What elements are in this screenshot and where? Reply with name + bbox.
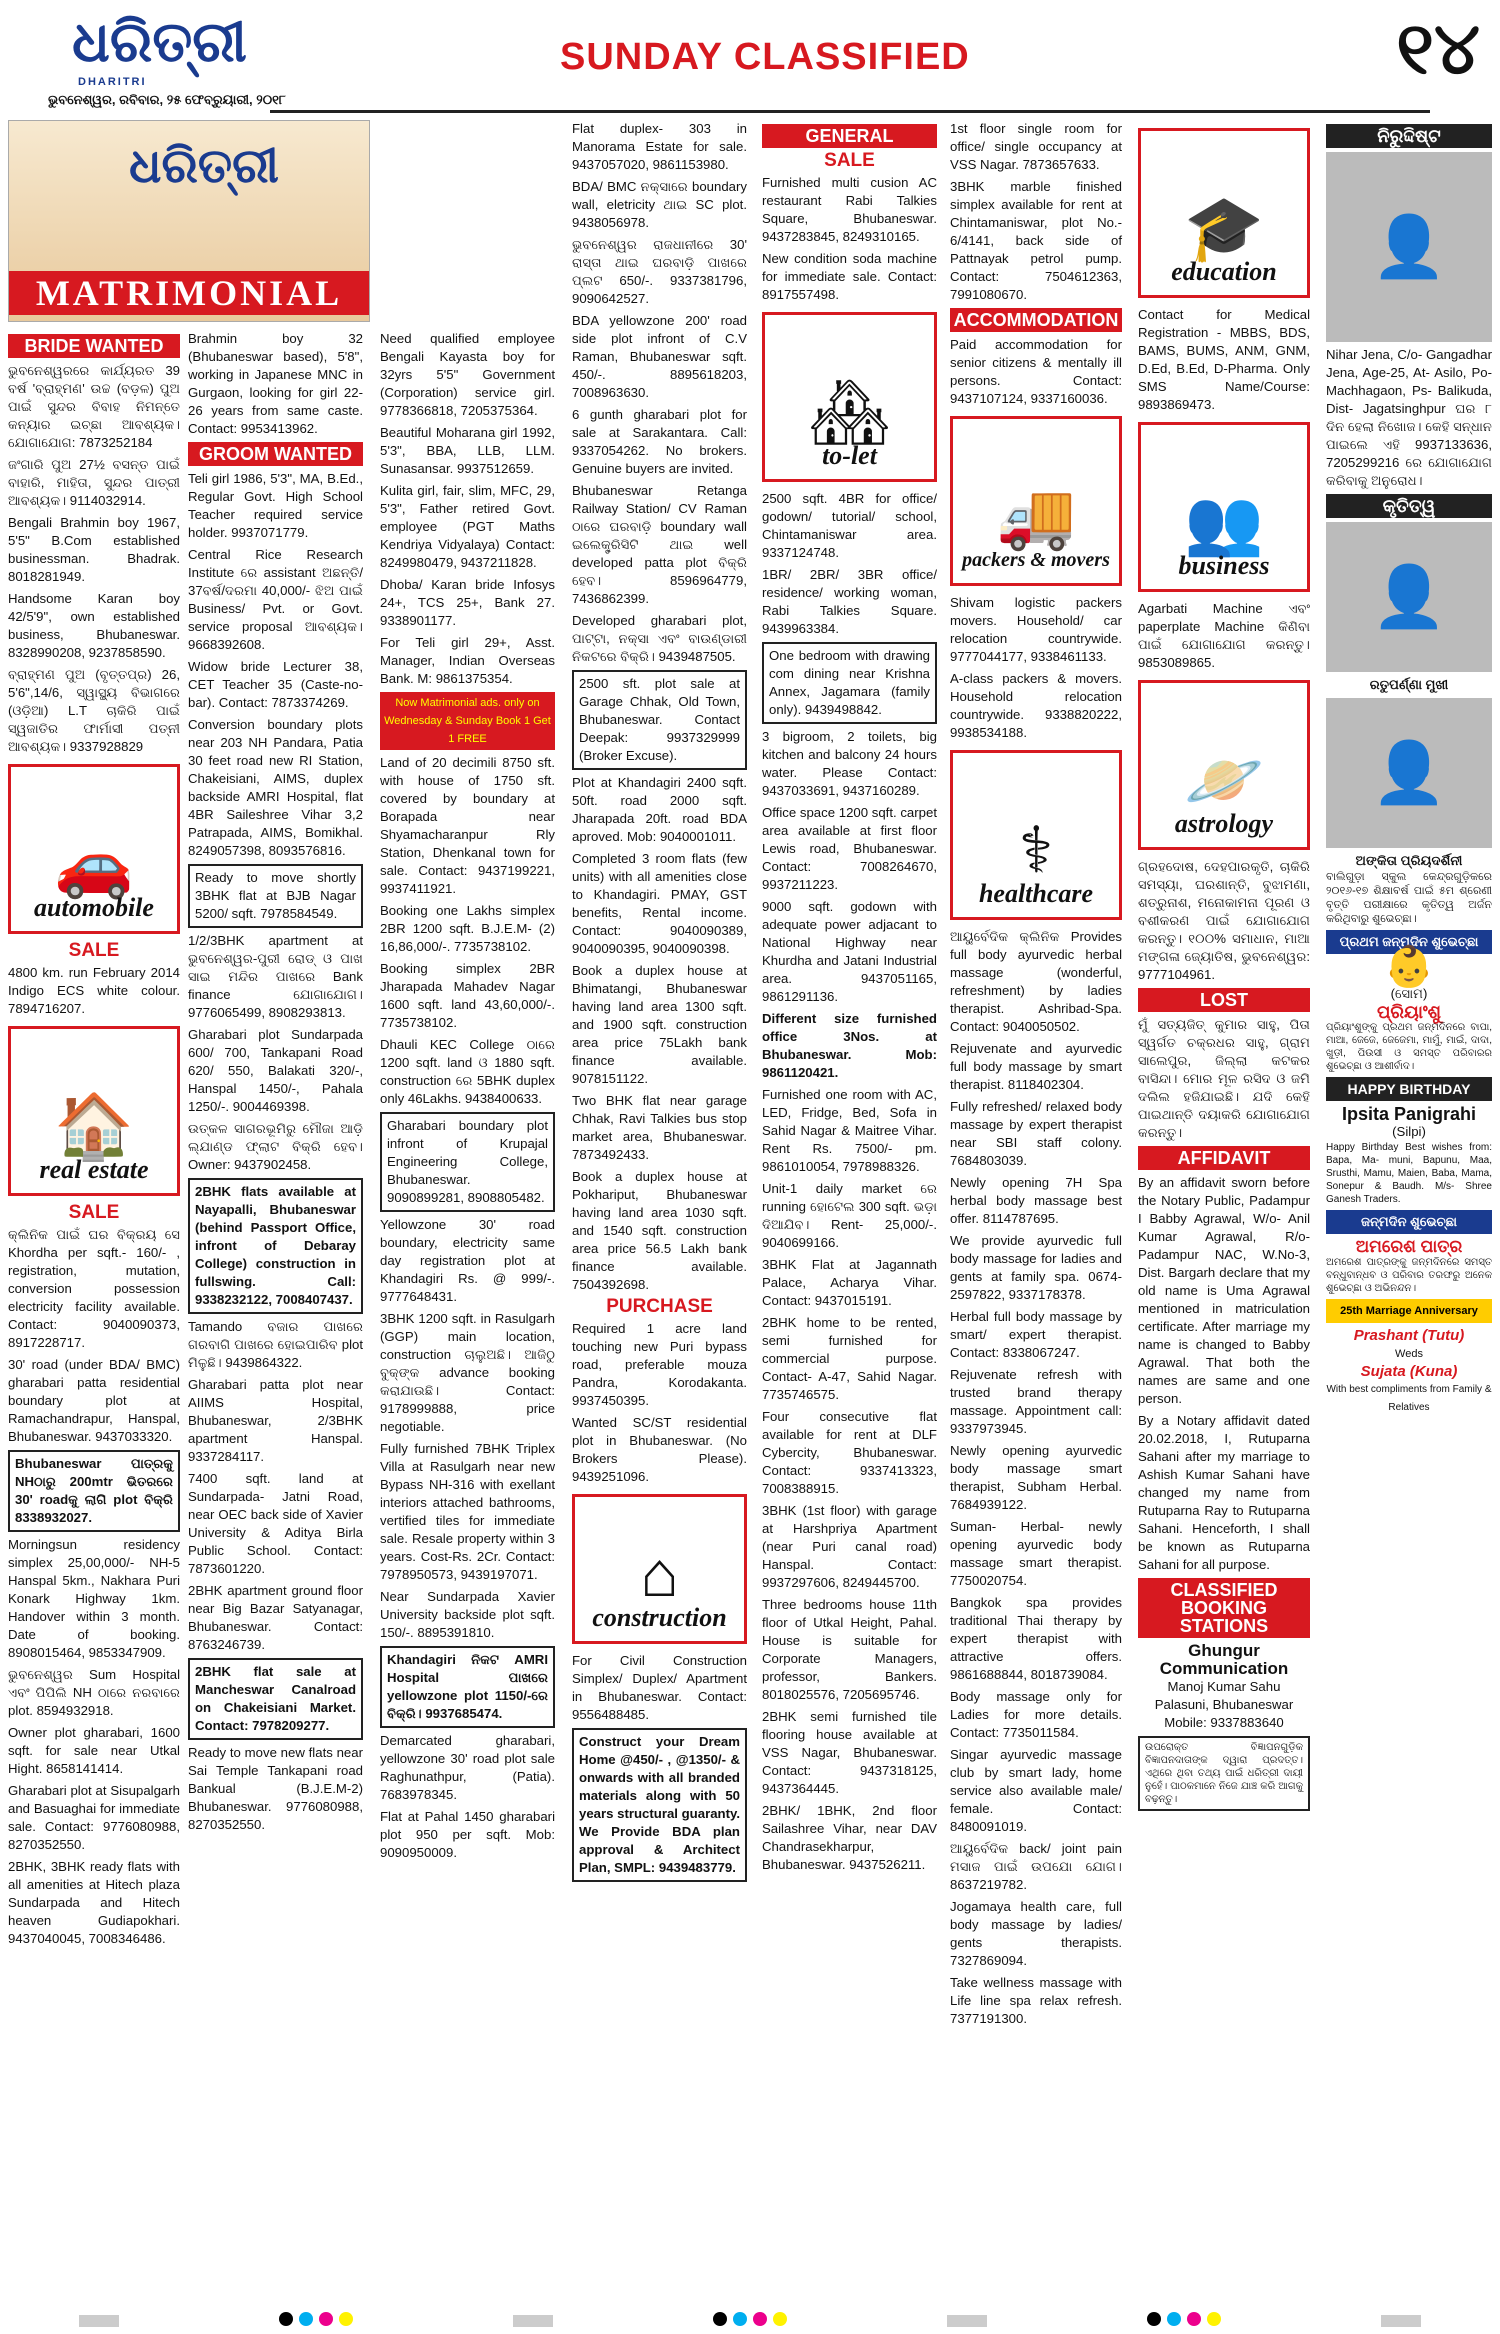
construction-box xyxy=(572,1494,747,1644)
ad: Required 1 acre land touching new Puri bypass road, preferable mouza Pandra, Korodakanta. 9937450395. xyxy=(572,1321,747,1408)
happy-birthday-block xyxy=(1326,1105,1492,1141)
to-let-label: to-let xyxy=(822,441,877,470)
ad: Four consecutive flat available for rent at DLF Cybercity, Bhubaneswar. Contact: 9337413323, 7008388915. xyxy=(762,1409,937,1496)
column-5 xyxy=(762,120,937,1878)
ad: Herbal full body massage by smart/ expert therapist. Contact: 8338067247. xyxy=(950,1309,1122,1360)
ad: 1/2/3BHK apartment at ଭୁବନେଶ୍ୱର-ପୁରୀ ରୋଡ୍ ଓ ପାଖ ସାଇ ମନ୍ଦିର ପାଖରେ Bank finance ଯୋଗାଯୋଗ। 9776065499, 8908293813. xyxy=(188,933,363,1020)
first-birthday-heading: ପ୍ରଥମ ଜନ୍ମଦିନ ଶୁଭେଚ୍ଛା xyxy=(1326,930,1492,954)
boxed-ad: Ready to move shortly 3BHK flat at BJB Nagar 5200/ sqft. 7978584549. xyxy=(188,864,363,928)
packers-label: packers & movers xyxy=(962,549,1110,571)
healthcare-label: healthcare xyxy=(978,879,1094,908)
ad: Fully refreshed/ relaxed body massage by expert therapist near SBI staff colony. 7684803039. xyxy=(950,1099,1122,1168)
ad: Booking one Lakhs simplex 2BR 1200 sqft. B.J.E.M- (2) 16,86,000/-. 7735738102. xyxy=(380,903,555,954)
education-box xyxy=(1138,128,1310,298)
ad: ଉତ୍କଳ ସାଗରଭୂମିରୁ ମୌଜା ଆଡ଼ି ଲ୍ଯାଣ୍ଡ ଫ୍ଲାଟ ବିକ୍ରି ହେବ। Owner: 9437902458. xyxy=(188,1121,363,1172)
cmyk-dots xyxy=(1144,2312,1224,2331)
ad: ଭୁବନେଶ୍ୱର ରାଜଧାନୀରେ 30' ରାସ୍ତା ଥାଇ ଘରବାଡ଼ି ପାଖରେ ପ୍ଲଟ 650/-. 9337381796, 9090642527. xyxy=(572,237,747,306)
ad: Ready to move new flats near Sai Temple Tankapani road Bankual (B.J.E.M-2) Bhubaneswar. 9776080988, 8270352550. xyxy=(188,1745,363,1832)
real-estate-label: real estate xyxy=(39,1155,149,1184)
birthday-name-2: ଅମରେଶ ପାତ୍ର xyxy=(1355,1237,1463,1256)
ad: Completed 3 room flats (few units) with all amenities close to Khandagiri. PMAY, GST benefits, Rental income. Contact: 9040090389, 9040090395, 9040090398. xyxy=(572,851,747,956)
truck-icon: 🚚 xyxy=(996,480,1076,552)
ad: Flat at Pahal 1450 gharabari plot 950 per sqft. Mob: 9090950009. xyxy=(380,1809,555,1860)
sale-heading-2: SALE xyxy=(68,1202,120,1223)
car-icon: 🚗 xyxy=(54,828,134,900)
column-1 xyxy=(8,330,180,1952)
header-rule xyxy=(270,110,1430,113)
ad: For Civil Construction Simplex/ Duplex/ Apartment in Bhubaneswar. Contact: 9556488485. xyxy=(572,1653,747,1722)
ad: 9000 sqft. godown with adequate power adjacant to National Highway near Khurdha and Jatani Industrial area. 9437051165, 9861291136. xyxy=(762,899,937,1004)
page-title: SUNDAY CLASSIFIED xyxy=(560,36,970,78)
ad: Teli girl 1986, 5'3", MA, B.Ed., Regular Govt. High School Teacher required service holder. 9937071779. xyxy=(188,471,363,540)
birthday-wishes: Happy Birthday Best wishes from: Bapa, Ma- muni, Bapunu, Maa, Srusthi, Mamu, Maien, Baba, Mama, Sonepur & Baudh. M/s- Shree Ganesh Traders. xyxy=(1326,1142,1492,1205)
ad: Land of 20 decimili 8750 sft. with house of 1750 sft. covered by boundary at Borapada near Shyamacharanpur Rly Station, Dhenkanal town for sale. Contact: 9437199221, 9937411921. xyxy=(380,755,555,896)
ad: Morningsun residency simplex 25,00,000/- NH-5 Hanspal 5km., Nakhara Puri Konark Highway 1km. Handover within 3 month. Date of booking. 8908015464, 9853347909. xyxy=(8,1537,180,1660)
house-icon: 🏠 xyxy=(54,1090,134,1162)
print-registration-bar xyxy=(0,2308,1500,2334)
boxed-ad: 2BHK flats available at Nayapalli, Bhubaneswar (behind Passport Office, infront of Debaray College) construction in fullswing. Call: 9338232122, 7008407437. xyxy=(188,1178,363,1314)
ad: Brahmin boy 32 (Bhubaneswar based), 5'8", working in Japanese MNC in Gurgaon, looking for girl 22-26 years from same caste. Contact: 9953413962. xyxy=(188,331,363,436)
column-8 xyxy=(1326,120,1492,1417)
ad: Book a duplex house at Bhimatangi, Bhubaneswar having land area 1300 sqft. and 1900 sqft. construction area price 75Lakh bank finance available. 9078151122. xyxy=(572,963,747,1086)
boxed-ad: Bhubaneswar ପାତ୍ରକୁ NHଠାରୁ 200mtr ଭିତରରେ 30' roadକୁ ଲାଗି plot ବିକ୍ରି 8338932027. xyxy=(8,1450,180,1532)
general-heading: GENERAL xyxy=(762,124,937,148)
ad: Gharabari patta plot near AIIMS Hospital, Bhubaneswar, 2/3BHK apartment Hanspal. 9337284117. xyxy=(188,1377,363,1464)
ad: Furnished one room with AC, LED, Fridge, Bed, Sofa in Sahid Nagar & Maitree Vihar. Rent Rs. 7500/- pm. 9861010054, 7978988326. xyxy=(762,1087,937,1174)
ad: BDA/ BMC ନକ୍ସାରେ boundary wall, eletricity ଥାଇ SC plot. 9438056978. xyxy=(572,179,747,230)
ad: Bangkok spa provides traditional Thai therapy by expert therapist with attractive offers. 9861688844, 8018739084. xyxy=(950,1595,1122,1682)
graduation-icon: 🎓 xyxy=(1184,192,1264,264)
ad: Contact for Medical Registration - MBBS, BDS, BAMS, BUMS, ANM, GNM, D.Ed, B.Ed, D-Pharma. Only SMS Name/Course: 9893869473. xyxy=(1138,307,1310,412)
ad: ଭୁବନେଶ୍ୱର Sum Hospital ଏବଂ ପିପିଲି NH ଠାରେ ନରବାରେ plot. 8594932918. xyxy=(8,1667,180,1718)
ad: ଜଂଗାରି ପୁଅ 27½ ବସନ୍ତ ପାଇଁ ବାହାରି, ମାହିତା, ସୁନ୍ଦର ପାତ୍ରୀ ଆବଶ୍ୟକ। 9114032914. xyxy=(8,457,180,508)
ad: Near Sundarpada Xavier University backside plot sqft. 150/-. 8895391810. xyxy=(380,1589,555,1640)
booking-mobile: Mobile: 9337883640 xyxy=(1164,1715,1284,1730)
ad: 3BHK marble finished simplex available for rent at Chintamaniswar, plot No.- 6/4141, back side of Pattnayak petrol pump. Contact: 7504612363, 7991080670. xyxy=(950,179,1122,302)
first-birthday-block xyxy=(1326,945,1492,1022)
ad: Different size furnished office 3Nos. at Bhubaneswar. Mob: 9861120421. xyxy=(762,1011,937,1080)
ad: Widow bride Lecturer 38, CET Teacher 35 (Caste-no-bar). Contact: 7873374269. xyxy=(188,659,363,710)
matrimonial-title: MATRIMONIAL xyxy=(9,271,369,315)
ad: Bengali Brahmin boy 1967, 5'5" B.Com established businessman. Bhadrak. 8018281949. xyxy=(8,515,180,584)
anniversary-block xyxy=(1326,1327,1492,1417)
ad: 2BHK, 3BHK ready flats with all amenities at Hitech plaza Sundarpada and Hitech heaven Gudiapokhari. 9437040045, 7008346486. xyxy=(8,1859,180,1946)
matrimonial-offer-note: Now Matrimonial ads. only on Wednesday & Sunday Book 1 Get 1 FREE xyxy=(380,692,555,750)
ad: Furnished multi cusion AC restaurant Rabi Talkies Square, Bhubaneswar. 9437283845, 8249310165. xyxy=(762,175,937,244)
column-6 xyxy=(950,120,1122,2032)
ad: Kulita girl, fair, slim, MFC, 29, 5'3", Father retired Govt. employee (PGT Maths Kendriya Vidyalaya) Contact: 8249980479, 9437211828. xyxy=(380,483,555,570)
boxed-ad: Gharabari boundary plot infront of Krupajal Engineering College, Bhubaneswar. 9090899281, 8908805482. xyxy=(380,1112,555,1212)
ad: Take wellness massage with Life line spa relax refresh. 7377191300. xyxy=(950,1975,1122,2026)
ad: Book a duplex house at Pokhariput, Bhubaneswar having land area 1030 sqft. and 1540 sqft. construction area price 56.5 Lakh bank finance available. 7504392698. xyxy=(572,1169,747,1292)
ad: Suman- Herbal- newly opening ayurvedic body massage smart therapist. 7750020754. xyxy=(950,1519,1122,1588)
achievement-heading: କୃତିତ୍ୱ xyxy=(1326,494,1492,518)
anniversary-name-2: Sujata (Kuna) xyxy=(1360,1363,1458,1380)
booking-name: Ghungur Communication xyxy=(1159,1641,1289,1678)
ad: 2BHK apartment ground floor near Big Bazar Satyanagar, Bhubaneswar. Contact: 8763246739. xyxy=(188,1583,363,1652)
ad: 1st floor single room for office/ single occupancy at VSS Nagar. 7873657633. xyxy=(950,121,1122,172)
ad: By an affidavit sworn before the Notary Public, Padampur I Babby Agrawal, W/o- Anil Kumar Agrawal, R/o- Padampur NAC, W.No-3, Dist. Bargarh declare that my old name is Uma Agrawal mentioned in matriculation certificate. After marriage my name is changed to Babby Agrawal. That both the names are same and one person. xyxy=(1138,1175,1310,1406)
ad: Newly opening 7H Spa herbal body massage best offer. 8114787695. xyxy=(950,1175,1122,1226)
ad: Bhubaneswar Retanga Railway Station/ CV Raman ଠାରେ ଘରବାଡ଼ି boundary wall ଇଲେକ୍ଟ୍ରିସିଟି ଥାଇ well developed patta plot ବିକ୍ରି ହେବ। 8596964779, 7436862399. xyxy=(572,483,747,606)
ad: 4800 km. run February 2014 Indigo ECS white colour. 7894716207. xyxy=(8,965,180,1016)
ad: Shivam logistic packers movers. Household/ car relocation countrywide. 9777044177, 9338461133. xyxy=(950,595,1122,664)
missing-text: Nihar Jena, C/o- Gangadhar Jena, Age-25, At- Asilo, Po- Machhagaon, Ps- Balikuda, Dist- Jagatsinghpur ଘର ୮ ଦିନ ହେଲା ନିଖୋଜ। କେହି ସନ୍ଧାନ ପାଇଲେ ଏହି 9937133636, 7205299216 ରେ ଯୋଗାଯୋଗ କରିବାକୁ ଅନୁରୋଧ। xyxy=(1326,347,1492,488)
lost-heading: LOST xyxy=(1138,988,1310,1012)
booking-stations-heading: CLASSIFIED BOOKING STATIONS xyxy=(1138,1578,1310,1638)
ad: କ୍ଲିନିକ ପାଇଁ ଘର ବିକ୍ରୟ ସେ Khordha per sqft.- 160/- , registration, mutation, conversion possession electricity facility available. Contact: 9040090373, 8917228717. xyxy=(8,1227,180,1350)
ad: Newly opening ayurvedic body massage smart therapist, Subham Herbal. 7684939122. xyxy=(950,1443,1122,1512)
purchase-heading: PURCHASE xyxy=(606,1296,713,1317)
business-label: business xyxy=(1178,551,1270,580)
missing-person-photo: 👤 xyxy=(1326,152,1492,342)
astrology-label: astrology xyxy=(1174,809,1274,838)
student-name-2: ଅଙ୍କିତା ପ୍ରିୟଦର୍ଶିନୀ xyxy=(1355,853,1463,868)
boxed-ad: Construct your Dream Home @450/- , @1350/- & onwards with all branded materials along with 50 years structural guaranty. We Provide BDA plan approval & Architect Plan, SMPL: 9439483779. xyxy=(572,1728,747,1882)
first-birthday-text: ପ୍ରିୟାଂଶୁଙ୍କୁ ପ୍ରଥମ ଜନ୍ମଦିନରେ ବାପା, ମାଆ, ଜେଜେ, ଜେଜେମା, ମାମୁଁ, ମାଇଁ, ଦାଦା, ଖୁଡ଼ୀ, ପିଉସୀ ଓ ସମସ୍ତ ପରିବାରର ଶୁଭେଚ୍ଛା ଓ ଆଶୀର୍ବାଦ। xyxy=(1326,1022,1492,1072)
ad: Conversion boundary plots near 203 NH Pandara, Patia 30 feet road new RI Station, Chakeisiani, AIMS, duplex backside AMRI Hospital, flat 4BR Saileshree Vihar 3,2 Patrapada, AIMS, Bomikhal. 8249057398, 8093576816. xyxy=(188,717,363,858)
astrology-box xyxy=(1138,680,1310,850)
student-photo-2: 👤 xyxy=(1326,698,1492,848)
child-name: ପ୍ରିୟାଂଶୁ xyxy=(1376,1002,1442,1022)
ad: 1BR/ 2BR/ 3BR office/ residence/ working woman, Rabi Talkies Square. 9439963384. xyxy=(762,567,937,636)
ad: 2BHK semi furnished tile flooring house available at VSS Nagar, Bhubaneswar. Contact: 9437318125, 9437364445. xyxy=(762,1709,937,1796)
ad: 6 gunth gharabari plot for sale at Sarakantara. Call: 9337054262. No brokers. Genuine buyers are invited. xyxy=(572,407,747,476)
ad: 7400 sqft. land at Sundarpada- Jatni Road, near OEC back side of Xavier University & Aditya Birla Public School. Contact: 7873601220. xyxy=(188,1471,363,1576)
student-photo-1: 👤 xyxy=(1326,522,1492,672)
anniversary-weds: Weds xyxy=(1395,1348,1423,1360)
ad: We provide ayurvedic full body massage for ladies and gents at family spa. 0674-2597822, 9337178378. xyxy=(950,1233,1122,1302)
missing-heading: ନିରୁଦ୍ଦିଷ୍ଟ xyxy=(1326,124,1492,148)
to-let-box xyxy=(762,312,937,482)
ad: Developed gharabari plot, ପାଟ୍ଟା, ନକ୍ସା ଏବଂ ବାଉଣ୍ଡାରୀ ନିକଟରେ ବିକ୍ରି। 9439487505. xyxy=(572,613,747,664)
column-4 xyxy=(572,120,747,1886)
column-7 xyxy=(1138,120,1310,1815)
birthday-nick: (Silpi) xyxy=(1392,1124,1426,1139)
ad: 3 bigroom, 2 toilets, big kitchen and balcony 24 hours water. Please Contact: 9437033691, 9437160289. xyxy=(762,729,937,798)
packers-movers-box xyxy=(950,416,1122,586)
cmyk-dots xyxy=(710,2312,790,2331)
ad: Yellowzone 30' road boundary, electricity same day registration plot at Khandagiri Rs. @ 999/-. 9777648431. xyxy=(380,1217,555,1304)
happy-birthday-heading: HAPPY BIRTHDAY xyxy=(1326,1077,1492,1101)
ad: Jogamaya health care, full body massage by ladies/ gents therapists. 7327869094. xyxy=(950,1899,1122,1968)
ad: 3BHK (1st floor) with garage at Harshpriya Apartment (near Puri canal road) Hanspal. Contact: 9937297606, 8249445700. xyxy=(762,1503,937,1590)
ad: Central Rice Research Institute ରେ assistant ଅଛନ୍ତି/ 37ବର୍ଷ/ଦରମା 40,000/- ଝିଅ ପାଇଁ Business/ Pvt. or Govt. service proposal ଆବଶ୍ୟକ। 9668392608. xyxy=(188,547,363,652)
gray-strip xyxy=(513,2315,553,2327)
boxed-ad: 2500 sft. plot sale at Garage Chhak, Old Town, Bhubaneswar. Contact Deepak: 9937329999 (Broker Excuse). xyxy=(572,670,747,770)
anniversary-heading: 25th Marriage Anniversary xyxy=(1326,1299,1492,1323)
business-box xyxy=(1138,422,1310,592)
ad: Two BHK flat near garage Chhak, Ravi Talkies bus stop market area, Bhubaneswar. 7873492433. xyxy=(572,1093,747,1162)
birthday-name: Ipsita Panigrahi xyxy=(1341,1104,1477,1124)
ad: ଭୁବନେଶ୍ୱରରେ କାର୍ଯ୍ୟରତ 39 ବର୍ଷ 'ବ୍ରାହ୍ମଣ' ଉଚ୍ଚ (ବଡ଼ଳ) ପୁଅ ପାଇଁ ସୁନ୍ଦର ବିବାହ ନିମନ୍ତେ କନ୍ୟାର ଇଚ୍ଛା ଆବଶ୍ୟକ। ଯୋଗାଯୋଗ: 7873252184 xyxy=(8,363,180,450)
birthday-heading-2: ଜନ୍ମଦିନ ଶୁଭେଚ୍ଛା xyxy=(1326,1210,1492,1234)
ad: Rejuvenate and ayurvedic full body massage by smart therapist. 8118402304. xyxy=(950,1041,1122,1092)
ad: Flat duplex- 303 in Manorama Estate for sale. 9437057020, 9861153980. xyxy=(572,121,747,172)
ad: Gharabari plot Sundarpada 600/ 700, Tankapani Road 620/ 550, Balakati 320/-, Hanspal 1450/-, Pahala 1250/-. 9004469398. xyxy=(188,1027,363,1114)
ad: Fully furnished 7BHK Triplex Villa at Rasulgarh near new Bypass NH-316 with exellant interiors attached bathrooms, vertified tiles for immediate sale. Resale property within 3 years. Cost-Rs. 2Cr. Contact: 7978950573, 9439197071. xyxy=(380,1441,555,1582)
birthday-text-2: ଅମରେଶ ପାତ୍ରଙ୍କୁ ଜନ୍ମଦିନରେ ସମସ୍ତ ବନ୍ଧୁବାନ୍ଧବ ଓ ପରିବାର ତରଫରୁ ଅନେକ ଶୁଭେଚ୍ଛା ଓ ଅଭିନନ୍ଦନ। xyxy=(1326,1257,1492,1294)
ad: 3BHK 1200 sqft. in Rasulgarh (GGP) main location, construction ଚାଲୁଅଛି। ଆଜିଠୁ ବୁକ୍ଙ୍କ advance booking କରାଯାଉଛି। Contact: 9178999888, price negotiable. xyxy=(380,1311,555,1434)
house-tolet-icon: 🏘 xyxy=(808,376,891,448)
accommodation-heading: ACCOMMODATION xyxy=(950,308,1122,332)
business-people-icon: 👥 xyxy=(1184,486,1264,558)
ad: ଆୟୁର୍ବେଦିକ back/ joint pain ମସାଜ ପାଇଁ ଉପଯୋ ଯୋଗ। 8637219782. xyxy=(950,1841,1122,1892)
ad: For Teli girl 29+, Asst. Manager, Indian Overseas Bank. M: 9861375354. xyxy=(380,635,555,686)
column-2 xyxy=(188,330,363,1838)
healthcare-box xyxy=(950,750,1122,920)
banner-logo: ଧରିତ୍ରୀ xyxy=(129,140,279,193)
ad: Office space 1200 sqft. carpet area available at first floor Lewis road, Bhubaneswar. Contact: 7008264670, 9937211223. xyxy=(762,805,937,892)
logo-subtitle: DHARITRI xyxy=(78,76,147,88)
ad: Unit-1 daily market ରେ running ହୋଟେଲ 300 sqft. ଭଡ଼ା ଦିଆଯିବ। Rent- 25,000/-. 9040699166. xyxy=(762,1181,937,1250)
ad: ଗ୍ରହଦୋଷ, ଦେହପାରକୃତି, ଚାକିରି ସମସ୍ୟା, ଘରଶାନ୍ତି, ବୁଝାମଣା, ଶତ୍ରୁନାଶ, ମନୋକାମନା ପୂରଣ ଓ ବଶୀକରଣ ପାଇଁ ଯୋଗାଯୋଗ କରନ୍ତୁ। ୧୦୦% ସମାଧାନ, ମାଆ ମଙ୍ଗଳା ଜ୍ୟୋତିଷ, ଭୁବନେଶ୍ୱର: 9777104961. xyxy=(1138,859,1310,982)
ad: Body massage only for Ladies for more details. Contact: 7735011584. xyxy=(950,1689,1122,1740)
achievement-text: ବାଲିଗୁଡ଼ା ସ୍କୁଲ କେନ୍ଦ୍ରଗୁଡ଼ିକରେ ୨୦୧୬-୧୭ ଶିକ୍ଷାବର୍ଷ ପାଇଁ ୫ମ ଶ୍ରେଣୀ ବୃତ୍ତି ପରୀକ୍ଷାରେ କୃତିତ୍ୱ ଅର୍ଜନ କରିଥିବାରୁ ଶୁଭେଚ୍ଛା। xyxy=(1326,871,1492,925)
anniversary-text: With best compliments from Family & Relatives xyxy=(1326,1384,1492,1413)
automobile-box xyxy=(8,764,180,934)
ad: Plot at Khandagiri 2400 sqft. 50ft. road 2000 sqft. Jharapada 20ft. road BDA aproved. Mob: 9040001011. xyxy=(572,775,747,844)
construction-label: construction xyxy=(592,1603,727,1632)
real-estate-box xyxy=(8,1026,180,1196)
page-number: ୧୪ xyxy=(1396,6,1480,90)
ad: Need qualified employee Bengali Kayasta boy for 32yrs 5'5" Government (Corporation) service girl. 9778366818, 7205375364. xyxy=(380,331,555,418)
sale-heading: SALE xyxy=(68,940,120,961)
ad: Gharabari plot at Sisupalgarh and Basuaghai for immediate sale. Contact: 9776080988, 8270352550. xyxy=(8,1783,180,1852)
child-nickname: (ସୋମ) xyxy=(1390,986,1428,1001)
ad: Demarcated gharabari, yellowzone 30' road plot sale Raghunathpur, (Patia). 7683978345. xyxy=(380,1733,555,1802)
booking-address: Palasuni, Bhubaneswar xyxy=(1154,1697,1294,1712)
student-name-1: ରତୁପର୍ଣ୍ଣା ମୁଖୀ xyxy=(1369,677,1449,692)
ad: Beautiful Moharana girl 1992, 5'3", BBA, LLB, LLM. Sunasansar. 9937512659. xyxy=(380,425,555,476)
affidavit-heading: AFFIDAVIT xyxy=(1138,1146,1310,1170)
ad: Booking simplex 2BR Jharapada Mahadev Nagar 1600 sqft. land 43,60,000/-. 7735738102. xyxy=(380,961,555,1030)
boxed-ad: One bedroom with drawing com dining near Krishna Annex, Jagamara (family only). 9439498842. xyxy=(762,642,937,724)
booking-station xyxy=(1138,1642,1310,1732)
ad: ଆୟୁର୍ବେଦିକ କ୍ଲିନିକ Provides full body ayurvedic herbal massage (wonderful, refreshment) by ladies therapist. Ashribad-Spa. Contact: 9040050502. xyxy=(950,929,1122,1034)
ad: 30' road (under BDA/ BMC) gharabari patta residential boundary plot at Ramachandrapur, Hanspal, Bhubaneswar. 9437033320. xyxy=(8,1357,180,1444)
ad: ବ୍ରାହ୍ମଣ ପୁଅ (ବୃତ୍ତପ୍ର) 26, 5'6",14/6, ସ୍ୱାସ୍ଥ୍ୟ ବିଭାଗରେ (ଓଡ଼ିଆ) L.T ଚାକିରି ପାଇଁ ସ୍ୱଜାତିର ଫାର୍ମାସୀ ପତ୍ନୀ ଆବଶ୍ୟକ। 9337928829 xyxy=(8,667,180,754)
planet-icon: 🪐 xyxy=(1184,744,1264,816)
ad: Agarbati Machine ଏବଂ paperplate Machine କିଣିବା ପାଇଁ ଯୋଗାଯୋଗ କରନ୍ତୁ। 9853089865. xyxy=(1138,601,1310,670)
ad: ମୁଁ ସତ୍ୟଜିତ୍ କୁମାର ସାହୁ, ପିତା ସ୍ୱର୍ଗତ ଚକ୍ରଧର ସାହୁ, ଗ୍ରାମ ସାଲେପୁର, ଜିଲ୍ଲା କଟକର ବାସିନ୍ଦା। ମୋର ମୂଳ ରସିଦ ଓ ଜମି ଦଲିଲ ହଜିଯାଇଛି। ଯଦି କେହି ପାଇଥାନ୍ତି ଦୟାକରି ଯୋଗାଯୋଗ କରନ୍ତୁ। xyxy=(1138,1017,1310,1140)
ad: Rejuvenate refresh with trusted brand therapy massage. Appointment call: 9337973945. xyxy=(950,1367,1122,1436)
ad: By a Notary affidavit dated 20.02.2018, I, Rutuparna Sahani after my marriage to Ashish Kumar Sahani have changed my name from Rutuparna Ray to Rutuparna Sahani. Henceforth, I shall be known as Rutuparna Sahani for all purpose. xyxy=(1138,1413,1310,1572)
gray-strip xyxy=(1381,2315,1421,2327)
ad: Paid accommodation for senior citizens & mentally ill persons. Contact: 9437107124, 9337160036. xyxy=(950,337,1122,406)
ad: BDA yellowzone 200' road side plot infront of C.V Raman, Bhubaneswar sqft. 450/-. 8895618203, 7008963630. xyxy=(572,313,747,400)
boxed-ad: 2BHK flat sale at Mancheswar Canalroad on Chakeisiani Market. Contact: 7978209277. xyxy=(188,1658,363,1740)
ad: A-class packers & movers. Household relocation countrywide. 9338820222, 9938534188. xyxy=(950,671,1122,740)
construction-house-icon: ⌂ xyxy=(640,1538,679,1610)
matrimonial-banner xyxy=(8,120,370,322)
sale-heading: SALE xyxy=(824,150,875,171)
education-label: education xyxy=(1171,257,1277,286)
ad: 2500 sqft. 4BR for office/ godown/ tutorial/ school, Chintamaniswar area. 9337124748. xyxy=(762,491,937,560)
ad: Wanted SC/ST residential plot in Bhubaneswar. (No Brokers Please). 9439251096. xyxy=(572,1415,747,1484)
ad: Dhauli KEC College ଠାରେ 1200 sqft. land ଓ 1880 sqft. construction ରେ 5BHK duplex only 46Lakhs. 9438400633. xyxy=(380,1037,555,1106)
newspaper-logo: ଧରିତ୍ରୀ xyxy=(72,10,247,75)
ad: Singar ayurvedic massage club by smart lady, home service also available male/ female. Contact: 8480091019. xyxy=(950,1747,1122,1834)
boxed-ad: Khandagiri ନିକଟ AMRI Hospital ପାଖରେ yellowzone plot 1150/-ରେ ବିକ୍ରି। 9937685474. xyxy=(380,1646,555,1728)
groom-wanted-heading: GROOM WANTED xyxy=(188,442,363,466)
stethoscope-icon: ⚕ xyxy=(1018,814,1054,886)
child-photo-icon: 👶 xyxy=(1384,945,1434,989)
ad: Tamando ବଜାର ପାଖରେ ଗରବାଗି ପାଖରେ ହୋଇପାରିବ plot ମିଳୁଛି। 9439864322. xyxy=(188,1319,363,1370)
disclaimer: ଉପରୋକ୍ତ ବିଜ୍ଞାପନଗୁଡ଼ିକ ବିଜ୍ଞାପନଦାତାଙ୍କ ଦ୍ୱାରା ପ୍ରଦତ୍ତ। ଏଥିରେ ଥିବା ତଥ୍ୟ ପାଇଁ ଧରିତ୍ରୀ ଦାୟୀ ନୁହେଁ। ପାଠକମାନେ ନିଜେ ଯାଞ୍ଚ କରି ଆଗକୁ ବଢ଼ନ୍ତୁ। xyxy=(1138,1736,1310,1811)
dateline: ଭୁବନେଶ୍ୱର, ରବିବାର, ୨୫ ଫେବ୍ରୁୟାରୀ, ୨୦୧୮ xyxy=(48,92,286,107)
ad: Handsome Karan boy 42/5'9", own established business, Bhubaneswar. 8328990208, 9237858590. xyxy=(8,591,180,660)
ad: New condition soda machine for immediate sale. Contact: 8917557498. xyxy=(762,251,937,302)
column-3 xyxy=(380,330,555,1866)
gray-strip xyxy=(79,2315,119,2327)
gray-strip xyxy=(947,2315,987,2327)
ad: Owner plot gharabari, 1600 sqft. for sale near Utkal Hight. 8658141414. xyxy=(8,1725,180,1776)
ad: 3BHK Flat at Jagannath Palace, Acharya Vihar. Contact: 9437015191. xyxy=(762,1257,937,1308)
ad: Dhoba/ Karan bride Infosys 24+, TCS 25+, Bank 27. 9338901177. xyxy=(380,577,555,628)
bride-wanted-heading: BRIDE WANTED xyxy=(8,334,180,358)
anniversary-name-1: Prashant (Tutu) xyxy=(1353,1327,1465,1344)
ad: 2BHK home to be rented, semi furnished for commercial purpose. Contact- A-47, Sahid Nagar. 7735746575. xyxy=(762,1315,937,1402)
booking-person: Manoj Kumar Sahu xyxy=(1167,1679,1281,1694)
automobile-label: automobile xyxy=(34,893,154,922)
cmyk-dots xyxy=(276,2312,356,2331)
ad: 2BHK/ 1BHK, 2nd floor Sailashree Vihar, near DAV Chandrasekharpur, Bhubaneswar. 9437526211. xyxy=(762,1803,937,1872)
ad: Three bedrooms house 11th floor of Utkal Height, Pahal. House is suitable for Corporate Managers, professor, Bankers. 8018025576, 7205695746. xyxy=(762,1597,937,1702)
page-header xyxy=(0,0,1500,112)
